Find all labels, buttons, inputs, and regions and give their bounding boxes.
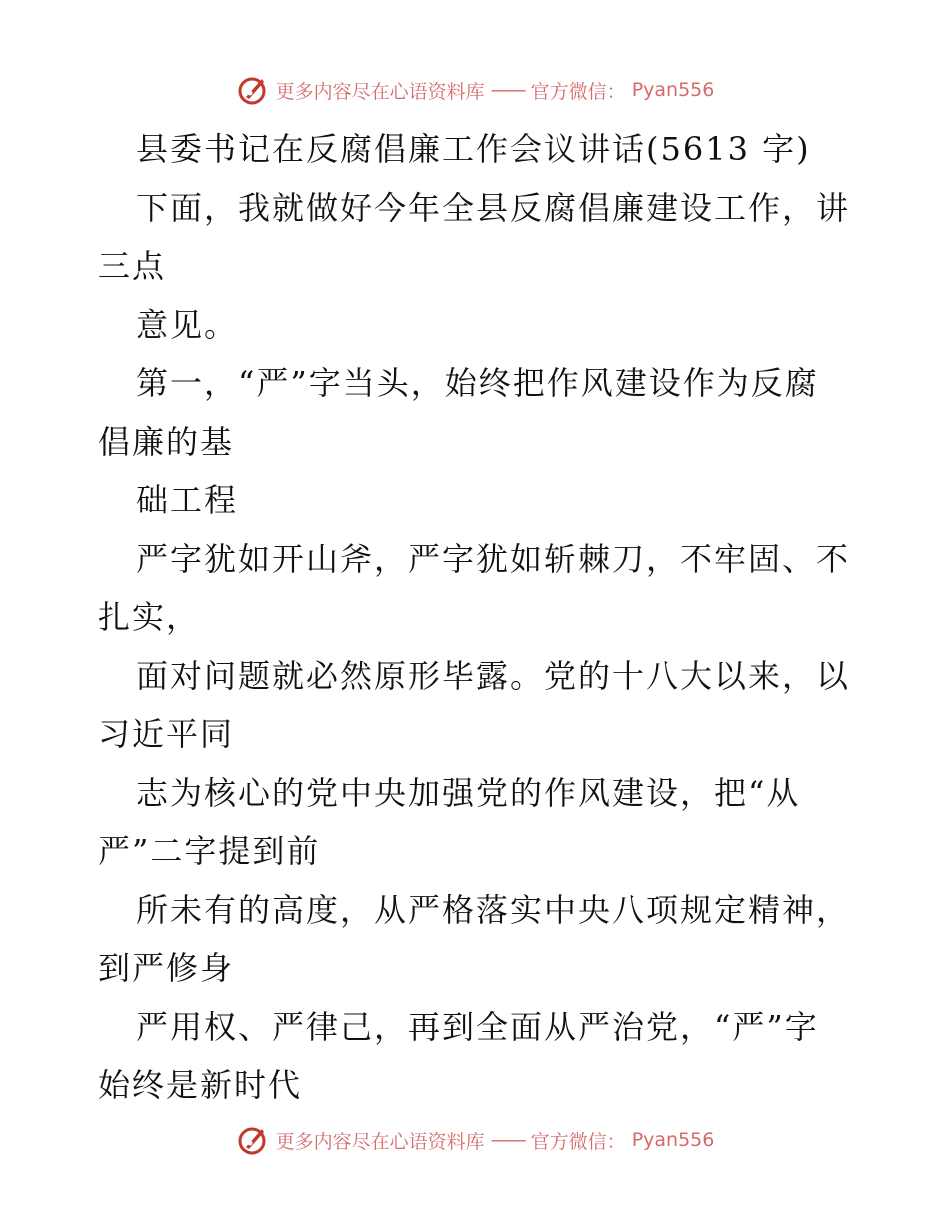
banner-wechat-id: Pyan556: [631, 1129, 715, 1151]
text-line: 严”二字提到前: [98, 832, 321, 870]
banner-text: 更多内容尽在心语资料库: [275, 1130, 485, 1153]
banner-wechat-label: 官方微信：: [530, 80, 626, 103]
text-line: 倡廉的基: [98, 422, 235, 461]
banner-dash: ——: [490, 1129, 525, 1151]
text-line: 第一，“严”字当头，始终把作风建设作为反腐: [136, 364, 819, 402]
quill-logo-icon: [236, 1123, 270, 1157]
banner-text: 更多内容尽在心语资料库: [275, 80, 485, 103]
document-body: [98, 120, 858, 1115]
text-line: 严字犹如开山斧，严字犹如斩棘刀，不牢固、不: [136, 539, 851, 578]
text-line: 意见。: [136, 305, 239, 344]
banner-dash: ——: [490, 79, 525, 101]
text-line: 扎实，: [98, 598, 201, 636]
text-line: 县委书记在反腐倡廉工作会议讲话(5613 字): [136, 130, 811, 168]
text-line: 志为核心的党中央加强党的作风建设，把“从: [136, 773, 801, 812]
banner-wechat-id: Pyan556: [631, 79, 715, 101]
banner-wechat-label: 官方微信：: [530, 1130, 626, 1153]
quill-logo-icon: [236, 73, 270, 107]
text-line: 下面，我就做好今年全县反腐倡廉建设工作，讲: [136, 188, 851, 227]
header-banner[interactable]: [0, 70, 950, 110]
text-line: 三点: [98, 247, 167, 285]
text-line: 础工程: [136, 481, 239, 519]
text-line: 习近平同: [98, 715, 235, 753]
text-line: 严用权、严律己，再到全面从严治党，“严”字: [136, 1007, 819, 1046]
text-line: 所未有的高度，从严格落实中央八项规定精神，: [136, 890, 851, 929]
footer-banner[interactable]: [0, 1120, 950, 1160]
text-line: 面对问题就必然原形毕露。党的十八大以来，以: [136, 656, 851, 695]
text-line: 始终是新时代: [98, 1066, 303, 1104]
text-line: 到严修身: [98, 949, 235, 987]
